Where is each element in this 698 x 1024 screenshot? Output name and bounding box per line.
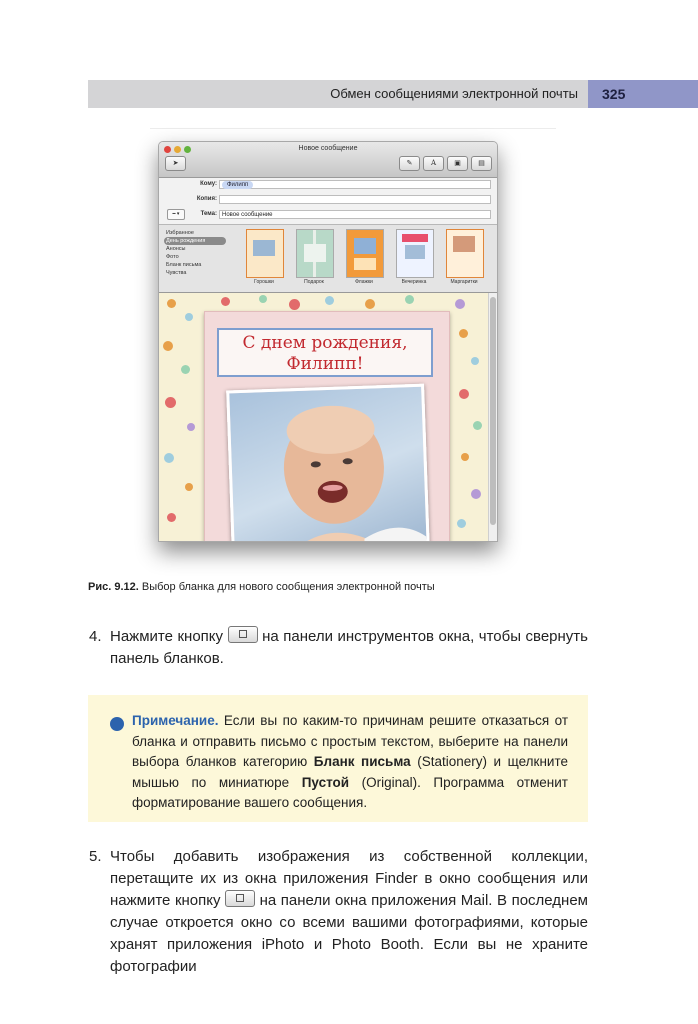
note-text-c: (Original). Программа отменит форматирование вашего сообщения. bbox=[132, 774, 568, 810]
polka-dot bbox=[167, 513, 176, 522]
polka-dot bbox=[163, 341, 173, 351]
caption-text: Выбор бланка для нового сообщения электронной почты bbox=[138, 581, 435, 593]
figure-caption bbox=[88, 581, 435, 593]
step-4-text-b: на панели инструментов окна, чтобы свернуть панель бланков. bbox=[110, 628, 588, 667]
polka-dot bbox=[185, 313, 193, 321]
page-number: 325 bbox=[602, 86, 626, 102]
stationery-thumbnail bbox=[296, 229, 334, 278]
photo-browser-icon: ▣ bbox=[447, 156, 468, 171]
scrollbar-thumb bbox=[490, 297, 496, 525]
polka-dot bbox=[165, 397, 176, 408]
stationery-thumbnail bbox=[346, 229, 384, 278]
note-label: Примечание. bbox=[132, 713, 219, 728]
polka-dot bbox=[459, 329, 468, 338]
note-text-a: Если вы по каким-то причинам решите отказаться от бланка и отправить письмо с простым текстом, выберите на панели выбора бланков категорию bbox=[132, 713, 568, 769]
polka-dot bbox=[405, 295, 414, 304]
note-bullet-icon bbox=[110, 717, 124, 731]
thumbnail-label: Маргаритки bbox=[450, 279, 478, 285]
attach-icon: ✎ bbox=[399, 156, 420, 171]
message-header-fields bbox=[159, 178, 497, 225]
polka-dot bbox=[365, 299, 375, 309]
photo-browser-button-icon bbox=[225, 890, 255, 907]
thumbnail-label: Подарок bbox=[304, 279, 324, 285]
polka-dot bbox=[457, 519, 466, 528]
chapter-title: Обмен сообщениями электронной почты bbox=[330, 86, 578, 101]
note-bold-1: Бланк письма bbox=[313, 754, 411, 769]
stationery-thumbnail bbox=[246, 229, 284, 278]
message-scrollbar bbox=[488, 293, 498, 541]
page-number-box bbox=[588, 80, 698, 108]
polka-dot bbox=[181, 365, 190, 374]
cc-field bbox=[219, 195, 491, 204]
to-label: Кому: bbox=[200, 181, 217, 187]
stationery-category: Фото bbox=[166, 254, 179, 260]
stationery-toggle-icon: ▤ bbox=[471, 156, 492, 171]
polka-dot bbox=[221, 297, 230, 306]
caption-label: Рис. 9.12. bbox=[88, 581, 139, 593]
polka-dot bbox=[289, 299, 300, 310]
recipient-token: Филипп bbox=[222, 181, 253, 189]
polka-dot bbox=[471, 489, 481, 499]
subject-label: Тема: bbox=[200, 211, 217, 217]
polka-dot bbox=[259, 295, 267, 303]
fonts-icon: A bbox=[423, 156, 444, 171]
polka-dot bbox=[167, 299, 176, 308]
polka-dot bbox=[185, 483, 193, 491]
stationery-category: Чувства bbox=[166, 270, 187, 276]
thumbnail-label: Горошки bbox=[254, 279, 274, 285]
step-number: 5. bbox=[89, 848, 102, 865]
stationery-category: Избранное bbox=[166, 230, 194, 236]
note-text bbox=[132, 711, 568, 814]
priority-dropdown-icon: ━ ▾ bbox=[167, 209, 185, 220]
note-text-b: (Stationery) и щелкните мышью по миниатюре bbox=[132, 754, 568, 790]
baby-photo bbox=[226, 384, 430, 541]
stationery-thumbnail bbox=[396, 229, 434, 278]
stationery-category: Бланк письма bbox=[166, 262, 202, 268]
stationery-category: Анонсы bbox=[166, 246, 186, 252]
birthday-card bbox=[204, 311, 450, 541]
subject-field: Новое сообщение bbox=[219, 210, 491, 219]
send-icon: ➤ bbox=[165, 156, 186, 171]
thumbnail-label: Флажки bbox=[355, 279, 373, 285]
greeting-line-2: Филипп! bbox=[286, 354, 364, 374]
window-title: Новое сообщение bbox=[298, 145, 358, 152]
polka-dot bbox=[461, 453, 469, 461]
cc-label: Копия: bbox=[196, 196, 217, 202]
window-titlebar bbox=[159, 142, 497, 178]
polka-dot bbox=[164, 453, 174, 463]
polka-dot bbox=[325, 296, 334, 305]
polka-dot bbox=[471, 357, 479, 365]
step-4-paragraph bbox=[89, 626, 588, 670]
polka-dot bbox=[473, 421, 482, 430]
birthday-greeting bbox=[217, 328, 433, 377]
stationery-thumbnail bbox=[446, 229, 484, 278]
step-5-text-b: на панели окна приложения Mail. В последнем случае откроется окно со всеми вашими фотографиями, которые хранят приложения iPhoto и Photo Booth. Если вы не храните фотографии bbox=[110, 892, 588, 975]
message-body-stationery bbox=[159, 293, 488, 541]
polka-dot bbox=[187, 423, 195, 431]
stationery-category-selected: День рождения bbox=[164, 237, 226, 245]
note-box bbox=[88, 695, 588, 822]
polka-dot bbox=[459, 389, 469, 399]
greeting-line-1: С днем рождения, bbox=[242, 333, 408, 353]
note-bold-2: Пустой bbox=[301, 774, 350, 790]
step-5-text-a: Чтобы добавить изображения из собственной коллекции, перетащите их из окна приложения Finder в окно сообщения или нажмите кнопку bbox=[110, 848, 588, 909]
running-header bbox=[88, 80, 588, 108]
mail-window-figure bbox=[158, 141, 498, 542]
thumbnail-label: Вечеринка bbox=[401, 279, 427, 285]
polka-dot bbox=[455, 299, 465, 309]
step-4-text-a: Нажмите кнопку bbox=[110, 628, 228, 645]
stationery-panel bbox=[159, 225, 497, 293]
step-number: 4. bbox=[89, 628, 102, 645]
figure-top-rule bbox=[150, 128, 556, 129]
stationery-button-icon bbox=[228, 626, 258, 643]
to-field bbox=[219, 180, 491, 189]
step-5-paragraph bbox=[89, 846, 588, 978]
